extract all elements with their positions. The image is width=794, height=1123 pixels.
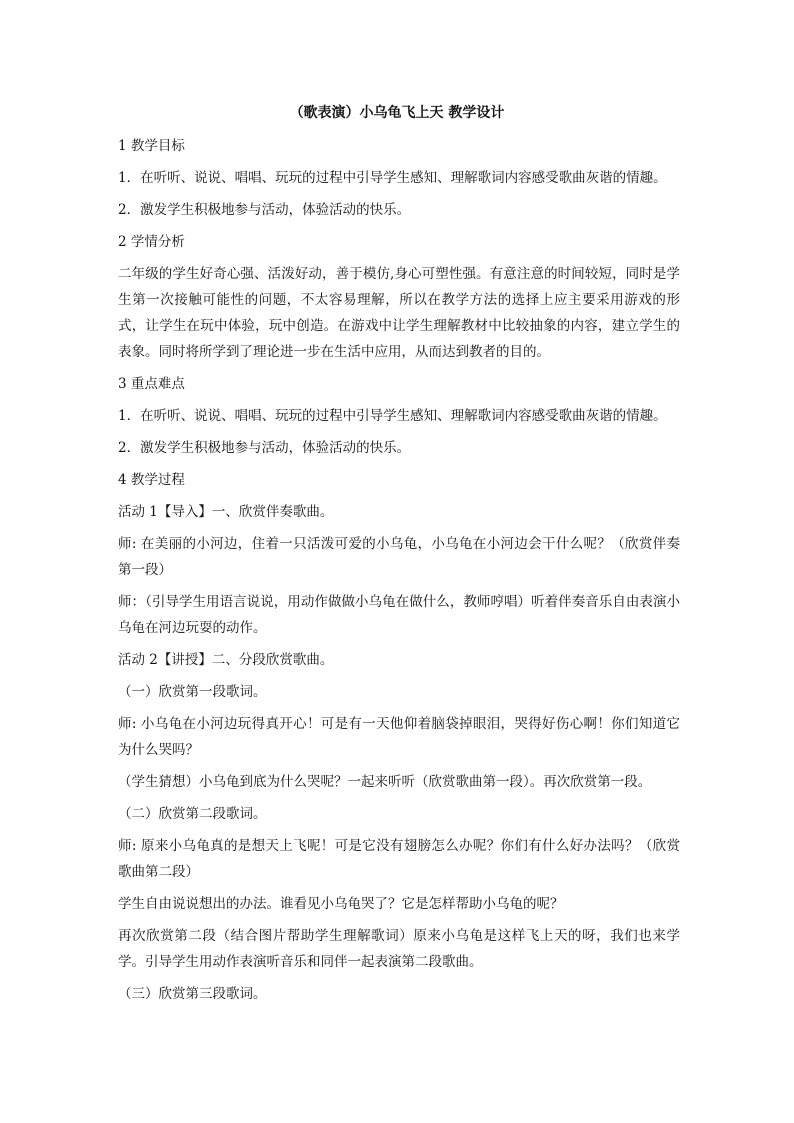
document-body [118, 133, 680, 1007]
heading-teaching-process: 4 教学过程 [118, 472, 185, 488]
activity-1-teacher-line-1: 师: 在美丽的小河边，住着一只活泼可爱的小乌龟，小乌龟在小河边会干什么呢？（欣赏伴奏第一段） [118, 536, 680, 578]
section-1-student-guess: （学生猜想）小乌龟到底为什么哭呢？一起来听听（欣赏歌曲第一段）。再次欣赏第一段。 [118, 774, 652, 790]
section-2-repeat-listen: 再次欣赏第二段（结合图片帮助学生理解歌词）原来小乌龟是这样飞上天的呀，我们也来学学。引导学生用动作表演听音乐和同伴一起表演第二段歌曲。 [118, 928, 680, 970]
key-point-item-2: 2．激发学生积极地参与活动，体验活动的快乐。 [118, 440, 411, 456]
goal-item-1: 1．在听听、说说、唱唱、玩玩的过程中引导学生感知、理解歌词内容感受歌曲灰谐的情趣。 [118, 170, 667, 186]
section-2-student-ideas: 学生自由说说想出的办法。谁看见小乌龟哭了？它是怎样帮助小乌龟的呢？ [118, 896, 564, 912]
section-1-heading: （一）欣赏第一段歌词。 [118, 684, 267, 700]
heading-teaching-goals: 1 教学目标 [118, 138, 185, 154]
document-title: （歌表演）小乌龟飞上天 教学设计 [289, 105, 505, 121]
section-3-heading: （三）欣赏第三段歌词。 [118, 986, 267, 1002]
heading-student-analysis: 2 学情分析 [118, 234, 185, 250]
key-point-item-1: 1．在听听、说说、唱唱、玩玩的过程中引导学生感知、理解歌词内容感受歌曲灰谐的情趣。 [118, 408, 667, 424]
student-analysis-paragraph: 二年级的学生好奇心强、活泼好动，善于模仿,身心可塑性强。有意注意的时间较短，同时是学生第一次接触可能性的问题，不太容易理解，所以在教学方法的选择上应主要采用游戏的形式，让学生在玩中体验，玩中创造。在游戏中让学生理解教材中比较抽象的内容，建立学生的表象。同时将所学到了理论进一步在生活中应用，从而达到教者的目的。 [118, 266, 680, 360]
activity-1-teacher-line-2: 师：（引导学生用语言说说，用动作做做小乌龟在做什么，教师哼唱）听着伴奏音乐自由表演小乌龟在河边玩耍的动作。 [118, 594, 680, 636]
heading-key-points: 3 重点难点 [118, 376, 185, 392]
section-2-heading: （二）欣赏第二段歌词。 [118, 806, 267, 822]
activity-1-heading: 活动 1【导入】一、欣赏伴奏歌曲。 [118, 504, 334, 520]
section-2-teacher-line: 师: 原来小乌龟真的是想天上飞呢！可是它没有翅膀怎么办呢？你们有什么好办法吗？（欣赏歌曲第二段） [118, 838, 680, 880]
goal-item-2: 2．激发学生积极地参与活动，体验活动的快乐。 [118, 202, 411, 218]
section-1-teacher-line: 师: 小乌龟在小河边玩得真开心！可是有一天他仰着脑袋掉眼泪，哭得好伤心啊！你们知道它为什么哭吗？ [118, 716, 680, 758]
activity-2-heading: 活动 2【讲授】二、分段欣赏歌曲。 [118, 652, 334, 668]
